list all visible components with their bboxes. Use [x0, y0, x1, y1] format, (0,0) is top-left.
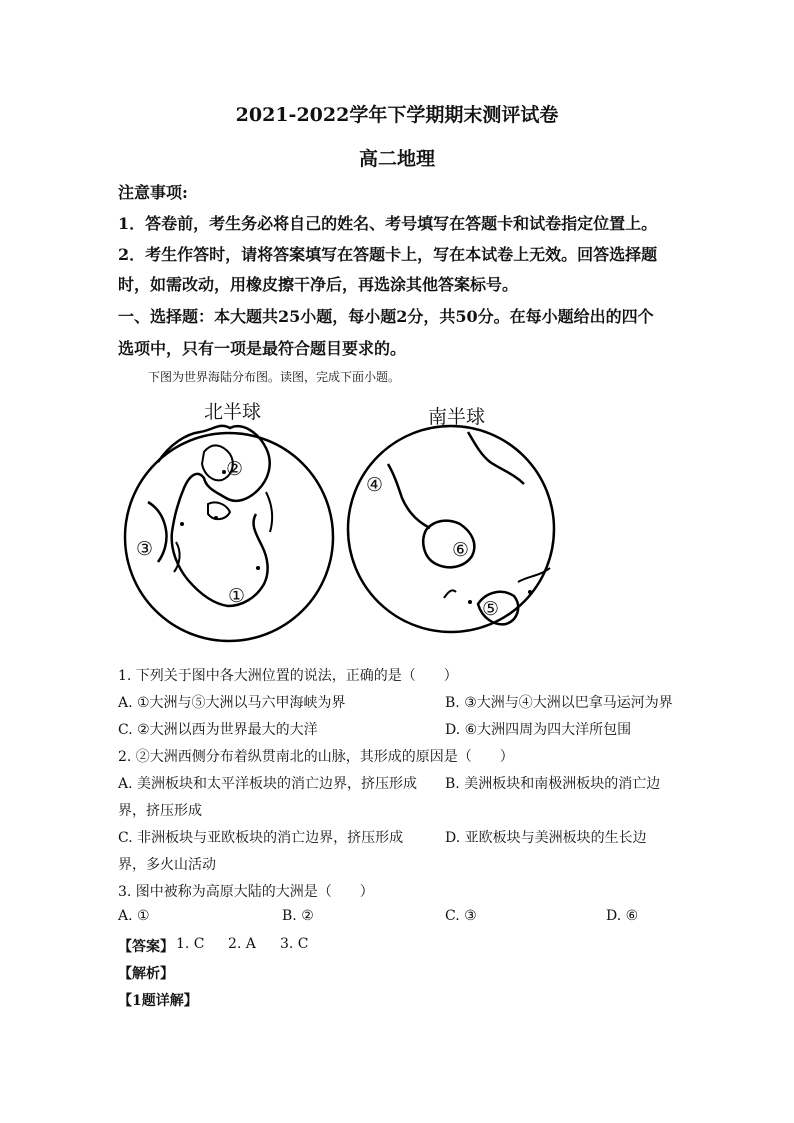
section-heading: 一、选择题：本大题共25小题，每小题2分，共50分。在每小题给出的四个	[118, 307, 654, 326]
marker-5: ⑤	[482, 598, 500, 620]
notice-item-2-cont: 时，如需改动，用橡皮擦干净后，再选涂其他答案标号。	[118, 275, 519, 294]
marker-1: ①	[228, 585, 246, 607]
analysis-detail-1: 【1题详解】	[118, 993, 198, 1009]
answer-2: 2. A	[228, 936, 256, 952]
question-1-option-d: D. ⑥大洲四周为四大洋所包围	[445, 722, 632, 738]
marker-2: ②	[226, 458, 244, 480]
question-3-stem: 3. 图中被称为高原大陆的大洲是（ ）	[118, 884, 374, 900]
exam-subject: 高二地理	[358, 148, 435, 170]
question-1-option-c: C. ②大洲以西为世界最大的大洋	[118, 722, 318, 738]
notice-item-2: 2．考生作答时，请将答案填写在答题卡上，写在本试卷上无效。回答选择题	[118, 245, 658, 264]
marker-6: ⑥	[452, 539, 470, 561]
question-3-option-d: D. ⑥	[606, 908, 639, 924]
section-heading-cont: 选项中，只有一项是最符合题目要求的。	[118, 339, 407, 358]
question-2-option-d: D. 亚欧板块与美洲板块的生长边	[445, 830, 647, 846]
south-hemisphere-label: 南半球	[428, 406, 486, 428]
marker-4: ④	[366, 474, 384, 496]
question-2-stem: 2. ②大洲西侧分布着纵贯南北的山脉，其形成的原因是（ ）	[118, 749, 514, 765]
question-3-option-b: B. ②	[282, 908, 314, 924]
question-1-stem: 1. 下列关于图中各大洲位置的说法，正确的是（ ）	[118, 668, 458, 684]
question-3-option-c: C. ③	[445, 908, 477, 924]
question-2-option-d-cont: 界，多火山活动	[118, 857, 216, 873]
question-2-option-b: B. 美洲板块和南极洲板块的消亡边	[445, 776, 661, 792]
question-1-option-b: B. ③大洲与④大洲以巴拿马运河为界	[445, 695, 673, 711]
answer-1: 1. C	[176, 936, 205, 952]
figure-intro: 下图为世界海陆分布图。读图，完成下面小题。	[148, 370, 401, 384]
notice-heading: 注意事项:	[118, 183, 188, 202]
notice-item-1: 1．答卷前，考生务必将自己的姓名、考号填写在答题卡和试卷指定位置上。	[118, 214, 658, 233]
north-hemisphere-label: 北半球	[204, 401, 262, 423]
question-2-option-a: A. 美洲板块和太平洋板块的消亡边界，挤压形成	[118, 776, 418, 792]
question-2-option-b-cont: 界，挤压形成	[118, 803, 202, 819]
marker-3: ③	[136, 538, 154, 560]
answer-label: 【答案】	[118, 939, 174, 955]
question-3-option-a: A. ①	[118, 908, 150, 924]
answer-3: 3. C	[280, 936, 309, 952]
world-map-figure	[118, 392, 568, 652]
exam-title: 2021-2022学年下学期期末测评试卷	[235, 104, 559, 126]
question-1-option-a: A. ①大洲与⑤大洲以马六甲海峡为界	[118, 695, 346, 711]
analysis-label: 【解析】	[118, 966, 174, 982]
south-hemisphere-globe	[348, 426, 554, 632]
question-2-option-c: C. 非洲板块与亚欧板块的消亡边界，挤压形成	[118, 830, 404, 846]
